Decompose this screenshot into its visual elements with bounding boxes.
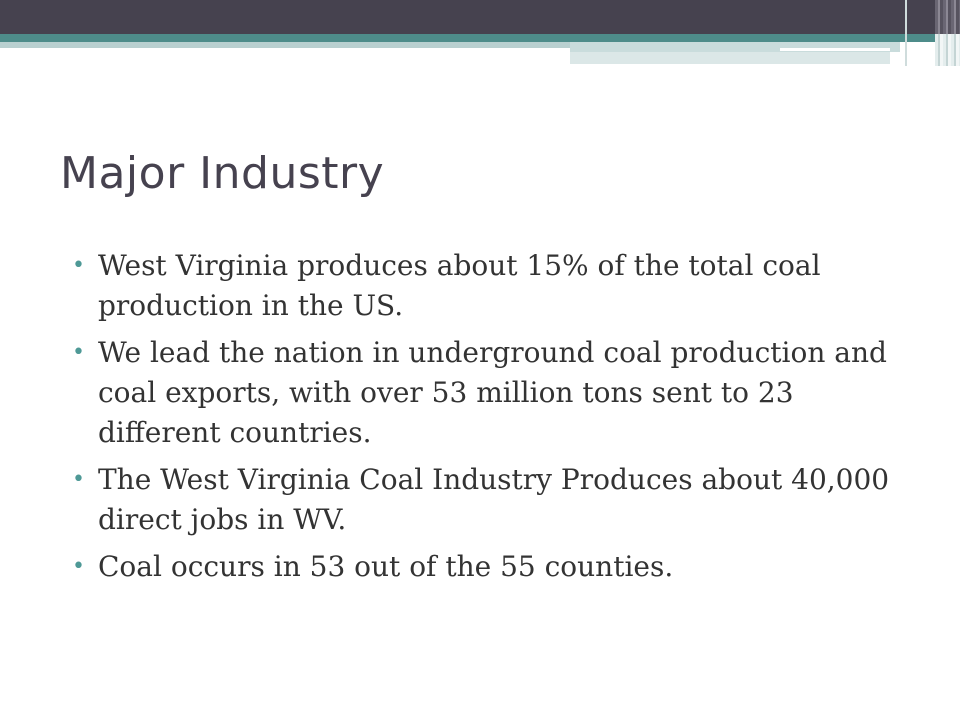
bullet-dot-icon: •: [72, 554, 85, 579]
header-edge-stripes-top: [935, 0, 960, 34]
bullet-item: [72, 547, 912, 587]
slide-title: Major Industry: [60, 148, 385, 199]
bullet-dot-icon: •: [72, 340, 85, 365]
header-accent-line: [780, 48, 890, 51]
header-light-bar: [0, 42, 570, 48]
bullet-text: We lead the nation in underground coal production and coal exports, with over 53 million tons sent to 23 different countries.: [98, 336, 887, 449]
bullet-text: West Virginia produces about 15% of the total coal production in the US.: [98, 249, 821, 322]
bullet-text: The West Virginia Coal Industry Produces about 40,000 direct jobs in WV.: [98, 463, 890, 536]
header-light-step-lower: [570, 52, 890, 64]
bullet-item: [72, 333, 912, 453]
header-teal-bar: [0, 34, 935, 42]
bullet-item: [72, 246, 912, 326]
header-dark-bar: [0, 0, 935, 34]
bullet-item: [72, 460, 912, 540]
bullet-list: [72, 246, 912, 594]
header-edge-divider: [905, 0, 907, 66]
bullet-dot-icon: •: [72, 467, 85, 492]
bullet-text: Coal occurs in 53 out of the 55 counties.: [98, 550, 674, 583]
bullet-dot-icon: •: [72, 253, 85, 278]
